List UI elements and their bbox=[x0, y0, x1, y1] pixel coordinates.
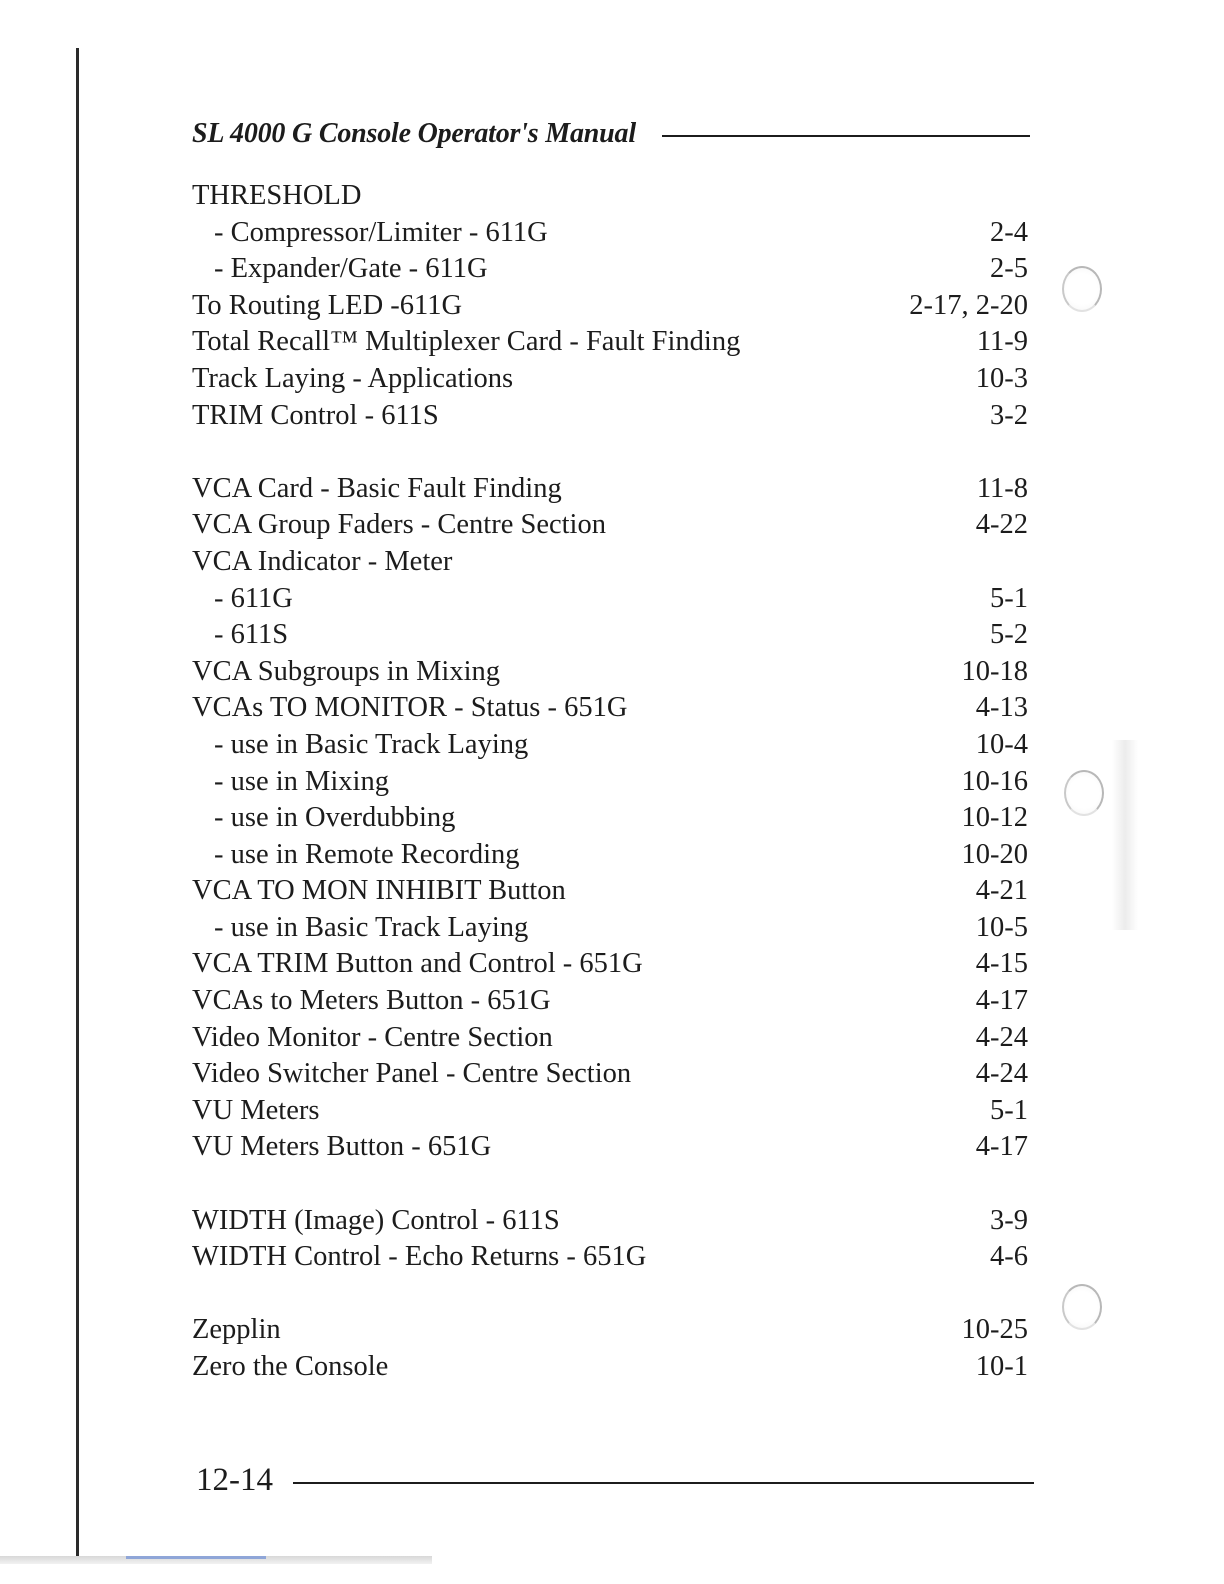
entry-label: Zero the Console bbox=[192, 1351, 389, 1382]
entry-label: VCA Group Faders - Centre Section bbox=[192, 509, 606, 541]
entry-page-ref: 2-4 bbox=[990, 216, 1028, 248]
punch-hole bbox=[1062, 1284, 1102, 1330]
entry-label: Zepplin bbox=[192, 1314, 281, 1346]
entry-label: VCAs TO MONITOR - Status - 651G bbox=[192, 692, 628, 724]
entry-page-ref: 10-25 bbox=[961, 1314, 1028, 1346]
page-footer bbox=[196, 1458, 1034, 1502]
entry-page-ref: 10-4 bbox=[975, 728, 1028, 760]
index-list bbox=[192, 180, 1028, 1388]
entry-label: Track Laying - Applications bbox=[192, 362, 514, 394]
entry-page-ref: 10-16 bbox=[961, 765, 1028, 797]
entry-page-ref: 4-24 bbox=[975, 1021, 1028, 1053]
index-subentry bbox=[192, 729, 1028, 766]
entry-label: - use in Basic Track Laying bbox=[214, 728, 529, 760]
entry-page-ref: 4-17 bbox=[975, 1131, 1028, 1163]
entry-label: Total Recall™ Multiplexer Card - Fault Finding bbox=[192, 326, 741, 358]
index-entry bbox=[192, 290, 1028, 327]
entry-label: Video Switcher Panel - Centre Section bbox=[192, 1058, 632, 1090]
index-subentry bbox=[192, 253, 1028, 290]
group-spacer bbox=[192, 1278, 1028, 1315]
index-entry bbox=[192, 1314, 1028, 1351]
entry-page-ref: 4-6 bbox=[990, 1241, 1028, 1273]
entry-label: - 611S bbox=[214, 619, 289, 651]
punch-hole bbox=[1062, 266, 1102, 312]
index-entry bbox=[192, 400, 1028, 437]
entry-page-ref: 4-21 bbox=[975, 875, 1028, 907]
entry-page-ref: 4-17 bbox=[975, 985, 1028, 1017]
entry-label: VCA Indicator - Meter bbox=[192, 545, 453, 577]
entry-label: - use in Mixing bbox=[214, 765, 389, 797]
index-subentry bbox=[192, 583, 1028, 620]
index-entry bbox=[192, 1095, 1028, 1132]
entry-page-ref: 10-1 bbox=[975, 1351, 1028, 1382]
entry-page-ref: 10-5 bbox=[975, 911, 1028, 943]
index-entry bbox=[192, 1058, 1028, 1095]
index-entry bbox=[192, 656, 1028, 693]
index-entry bbox=[192, 1022, 1028, 1059]
entry-page-ref: 10-12 bbox=[961, 802, 1028, 834]
index-entry bbox=[192, 363, 1028, 400]
entry-page-ref: 2-5 bbox=[990, 253, 1028, 285]
entry-page-ref: 4-13 bbox=[975, 692, 1028, 724]
entry-label: VCA TRIM Button and Control - 651G bbox=[192, 948, 643, 980]
index-entry bbox=[192, 1351, 1028, 1388]
entry-page-ref: 10-20 bbox=[961, 838, 1028, 870]
entry-page-ref: 4-15 bbox=[975, 948, 1028, 980]
page-header bbox=[192, 114, 1030, 154]
index-entry bbox=[192, 948, 1028, 985]
entry-page-ref: 5-1 bbox=[990, 1094, 1028, 1126]
group-spacer bbox=[192, 436, 1028, 473]
entry-label: - 611G bbox=[214, 582, 293, 614]
index-entry bbox=[192, 509, 1028, 546]
entry-label: TRIM Control - 611S bbox=[192, 399, 439, 431]
index-entry bbox=[192, 546, 1028, 583]
index-entry bbox=[192, 326, 1028, 363]
header-rule bbox=[662, 135, 1030, 137]
index-subentry bbox=[192, 766, 1028, 803]
index-subentry bbox=[192, 912, 1028, 949]
entry-page-ref: 3-9 bbox=[990, 1204, 1028, 1236]
entry-label: VCA Card - Basic Fault Finding bbox=[192, 472, 562, 504]
manual-title: SL 4000 G Console Operator's Manual bbox=[192, 118, 636, 149]
entry-label: VCA Subgroups in Mixing bbox=[192, 655, 501, 687]
entry-page-ref: 11-9 bbox=[976, 326, 1028, 358]
entry-label: - use in Basic Track Laying bbox=[214, 911, 529, 943]
entry-label: WIDTH Control - Echo Returns - 651G bbox=[192, 1241, 647, 1273]
entry-page-ref: 4-22 bbox=[975, 509, 1028, 541]
punch-hole bbox=[1064, 770, 1104, 816]
entry-page-ref: 11-8 bbox=[976, 472, 1028, 504]
entry-page-ref: 5-2 bbox=[990, 619, 1028, 651]
index-entry bbox=[192, 1131, 1028, 1168]
binding-edge bbox=[76, 48, 79, 1558]
scan-smudge bbox=[1112, 740, 1138, 930]
entry-label: - use in Remote Recording bbox=[214, 838, 520, 870]
entry-label: VCAs to Meters Button - 651G bbox=[192, 985, 551, 1017]
entry-page-ref: 10-3 bbox=[975, 362, 1028, 394]
index-subentry bbox=[192, 619, 1028, 656]
entry-label: - Expander/Gate - 611G bbox=[214, 253, 488, 285]
entry-label: Video Monitor - Centre Section bbox=[192, 1021, 553, 1053]
index-entry bbox=[192, 1205, 1028, 1242]
page-number: 12-14 bbox=[196, 1461, 273, 1498]
index-entry bbox=[192, 1241, 1028, 1278]
index-subentry bbox=[192, 839, 1028, 876]
entry-page-ref: 3-2 bbox=[990, 399, 1028, 431]
entry-label: VCA TO MON INHIBIT Button bbox=[192, 875, 566, 907]
index-entry bbox=[192, 473, 1028, 510]
entry-label: - use in Overdubbing bbox=[214, 802, 456, 834]
entry-label: VU Meters bbox=[192, 1094, 320, 1126]
scan-artifact bbox=[126, 1556, 266, 1559]
entry-page-ref: 2-17, 2-20 bbox=[909, 289, 1028, 321]
entry-page-ref: 10-18 bbox=[961, 655, 1028, 687]
index-entry bbox=[192, 875, 1028, 912]
entry-label: - Compressor/Limiter - 611G bbox=[214, 216, 548, 248]
entry-page-ref: 4-24 bbox=[975, 1058, 1028, 1090]
entry-label: WIDTH (Image) Control - 611S bbox=[192, 1204, 560, 1236]
entry-label: THRESHOLD bbox=[192, 180, 362, 211]
footer-rule bbox=[293, 1482, 1034, 1484]
group-spacer bbox=[192, 1168, 1028, 1205]
index-entry bbox=[192, 180, 1028, 217]
index-entry bbox=[192, 985, 1028, 1022]
index-subentry bbox=[192, 802, 1028, 839]
entry-label: VU Meters Button - 651G bbox=[192, 1131, 492, 1163]
index-entry bbox=[192, 692, 1028, 729]
entry-page-ref: 5-1 bbox=[990, 582, 1028, 614]
entry-label: To Routing LED -611G bbox=[192, 289, 463, 321]
index-subentry bbox=[192, 217, 1028, 254]
